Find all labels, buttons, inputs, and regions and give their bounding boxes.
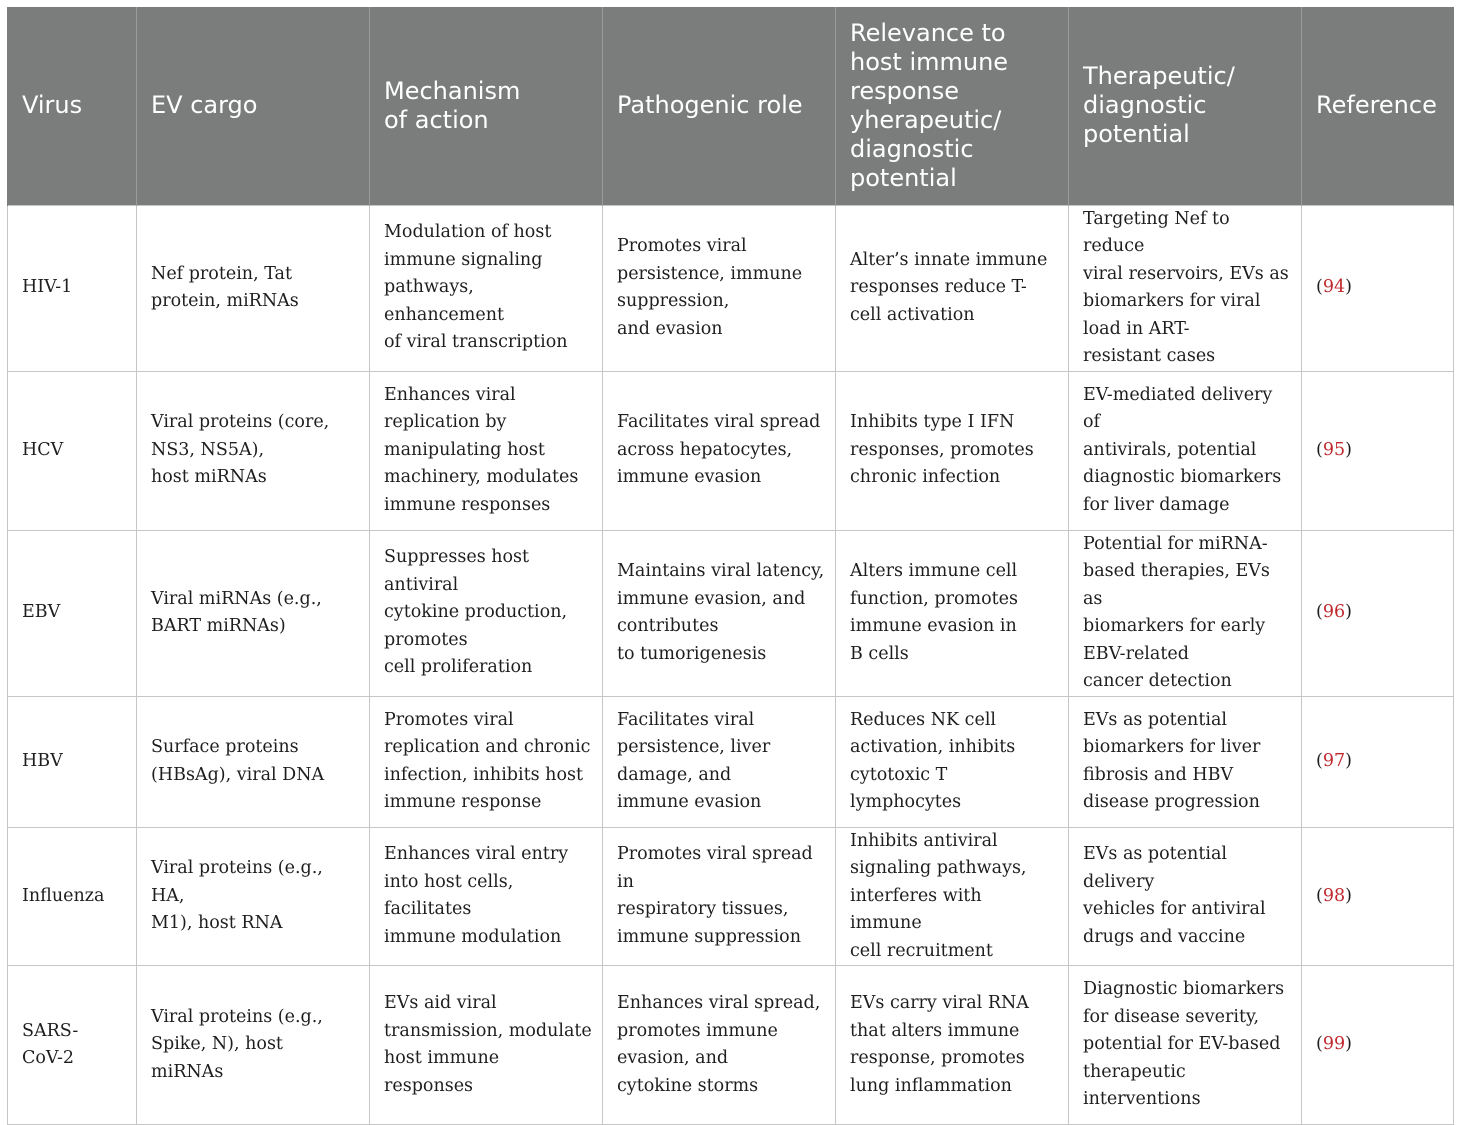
- header-mechanism: Mechanism of action: [370, 7, 603, 205]
- cell-reference: [1302, 371, 1454, 530]
- cell-virus: HCV: [8, 371, 137, 530]
- ref-open-paren: (: [1316, 602, 1323, 623]
- header-row: [8, 7, 1454, 205]
- cell-mechanism: Suppresses host antiviral cytokine production, promotes cell proliferation: [370, 530, 603, 696]
- cell-ev-cargo: Surface proteins (HBsAg), viral DNA: [137, 696, 370, 827]
- cell-ev-cargo: Viral proteins (core, NS3, NS5A), host miRNAs: [137, 371, 370, 530]
- cell-therapeutic: Diagnostic biomarkers for disease severity, potential for EV-based therapeutic interventions: [1069, 966, 1302, 1125]
- reference-link[interactable]: 95: [1322, 439, 1346, 460]
- cell-reference: [1302, 696, 1454, 827]
- cell-mechanism: Promotes viral replication and chronic infection, inhibits host immune response: [370, 696, 603, 827]
- virus-ev-table-container: [7, 7, 1453, 1125]
- reference-link[interactable]: 94: [1322, 277, 1346, 298]
- cell-reference: [1302, 530, 1454, 696]
- cell-virus: Influenza: [8, 827, 137, 966]
- cell-therapeutic: EVs as potential delivery vehicles for antiviral drugs and vaccine: [1069, 827, 1302, 966]
- cell-relevance: Reduces NK cell activation, inhibits cytotoxic T lymphocytes: [836, 696, 1069, 827]
- reference-link[interactable]: 99: [1322, 1034, 1346, 1055]
- cell-ev-cargo: Viral miRNAs (e.g., BART miRNAs): [137, 530, 370, 696]
- cell-ev-cargo: Nef protein, Tat protein, miRNAs: [137, 205, 370, 371]
- cell-therapeutic: EVs as potential biomarkers for liver fibrosis and HBV disease progression: [1069, 696, 1302, 827]
- cell-pathogenic-role: Promotes viral spread in respiratory tissues, immune suppression: [603, 827, 836, 966]
- cell-reference: [1302, 827, 1454, 966]
- cell-pathogenic-role: Facilitates viral spread across hepatocytes, immune evasion: [603, 371, 836, 530]
- ref-close-paren: ): [1345, 1034, 1352, 1055]
- cell-relevance: Inhibits antiviral signaling pathways, interferes with immune cell recruitment: [836, 827, 1069, 966]
- table-row: [8, 696, 1454, 827]
- cell-virus: SARS- CoV-2: [8, 966, 137, 1125]
- table-body: [8, 205, 1454, 1125]
- ref-close-paren: ): [1345, 750, 1352, 771]
- table-row: [8, 205, 1454, 371]
- header-therapeutic: Therapeutic/ diagnostic potential: [1069, 7, 1302, 205]
- cell-therapeutic: Targeting Nef to reduce viral reservoirs, EVs as biomarkers for viral load in ART- resistant cases: [1069, 205, 1302, 371]
- header-reference: Reference: [1302, 7, 1454, 205]
- table-row: [8, 966, 1454, 1125]
- reference-link[interactable]: 96: [1322, 602, 1346, 623]
- ref-close-paren: ): [1345, 277, 1352, 298]
- cell-virus: HBV: [8, 696, 137, 827]
- ref-close-paren: ): [1345, 439, 1352, 460]
- table-row: [8, 371, 1454, 530]
- cell-relevance: Alter’s innate immune responses reduce T- cell activation: [836, 205, 1069, 371]
- ref-close-paren: ): [1345, 885, 1352, 906]
- cell-mechanism: EVs aid viral transmission, modulate host immune responses: [370, 966, 603, 1125]
- ref-open-paren: (: [1316, 1034, 1323, 1055]
- header-relevance: Relevance to host immune response yherapeutic/ diagnostic potential: [836, 7, 1069, 205]
- table-header: [8, 7, 1454, 205]
- cell-therapeutic: Potential for miRNA- based therapies, EVs as biomarkers for early EBV-related cancer detection: [1069, 530, 1302, 696]
- cell-virus: EBV: [8, 530, 137, 696]
- cell-therapeutic: EV-mediated delivery of antivirals, potential diagnostic biomarkers for liver damage: [1069, 371, 1302, 530]
- cell-virus: HIV-1: [8, 205, 137, 371]
- reference-link[interactable]: 98: [1322, 885, 1346, 906]
- ref-open-paren: (: [1316, 439, 1323, 460]
- cell-ev-cargo: Viral proteins (e.g., Spike, N), host miRNAs: [137, 966, 370, 1125]
- ref-open-paren: (: [1316, 750, 1323, 771]
- cell-pathogenic-role: Enhances viral spread, promotes immune evasion, and cytokine storms: [603, 966, 836, 1125]
- cell-relevance: Alters immune cell function, promotes immune evasion in B cells: [836, 530, 1069, 696]
- cell-mechanism: Enhances viral entry into host cells, facilitates immune modulation: [370, 827, 603, 966]
- header-pathogenic-role: Pathogenic role: [603, 7, 836, 205]
- ref-close-paren: ): [1345, 602, 1352, 623]
- cell-ev-cargo: Viral proteins (e.g., HA, M1), host RNA: [137, 827, 370, 966]
- table-row: [8, 530, 1454, 696]
- cell-relevance: Inhibits type I IFN responses, promotes chronic infection: [836, 371, 1069, 530]
- cell-mechanism: Modulation of host immune signaling pathways, enhancement of viral transcription: [370, 205, 603, 371]
- table-row: [8, 827, 1454, 966]
- cell-pathogenic-role: Facilitates viral persistence, liver damage, and immune evasion: [603, 696, 836, 827]
- cell-relevance: EVs carry viral RNA that alters immune response, promotes lung inflammation: [836, 966, 1069, 1125]
- cell-reference: [1302, 966, 1454, 1125]
- header-virus: Virus: [8, 7, 137, 205]
- cell-pathogenic-role: Maintains viral latency, immune evasion, and contributes to tumorigenesis: [603, 530, 836, 696]
- cell-pathogenic-role: Promotes viral persistence, immune suppression, and evasion: [603, 205, 836, 371]
- header-ev-cargo: EV cargo: [137, 7, 370, 205]
- ref-open-paren: (: [1316, 277, 1323, 298]
- cell-mechanism: Enhances viral replication by manipulating host machinery, modulates immune responses: [370, 371, 603, 530]
- virus-ev-table: [7, 7, 1454, 1125]
- reference-link[interactable]: 97: [1322, 750, 1346, 771]
- cell-reference: [1302, 205, 1454, 371]
- ref-open-paren: (: [1316, 885, 1323, 906]
